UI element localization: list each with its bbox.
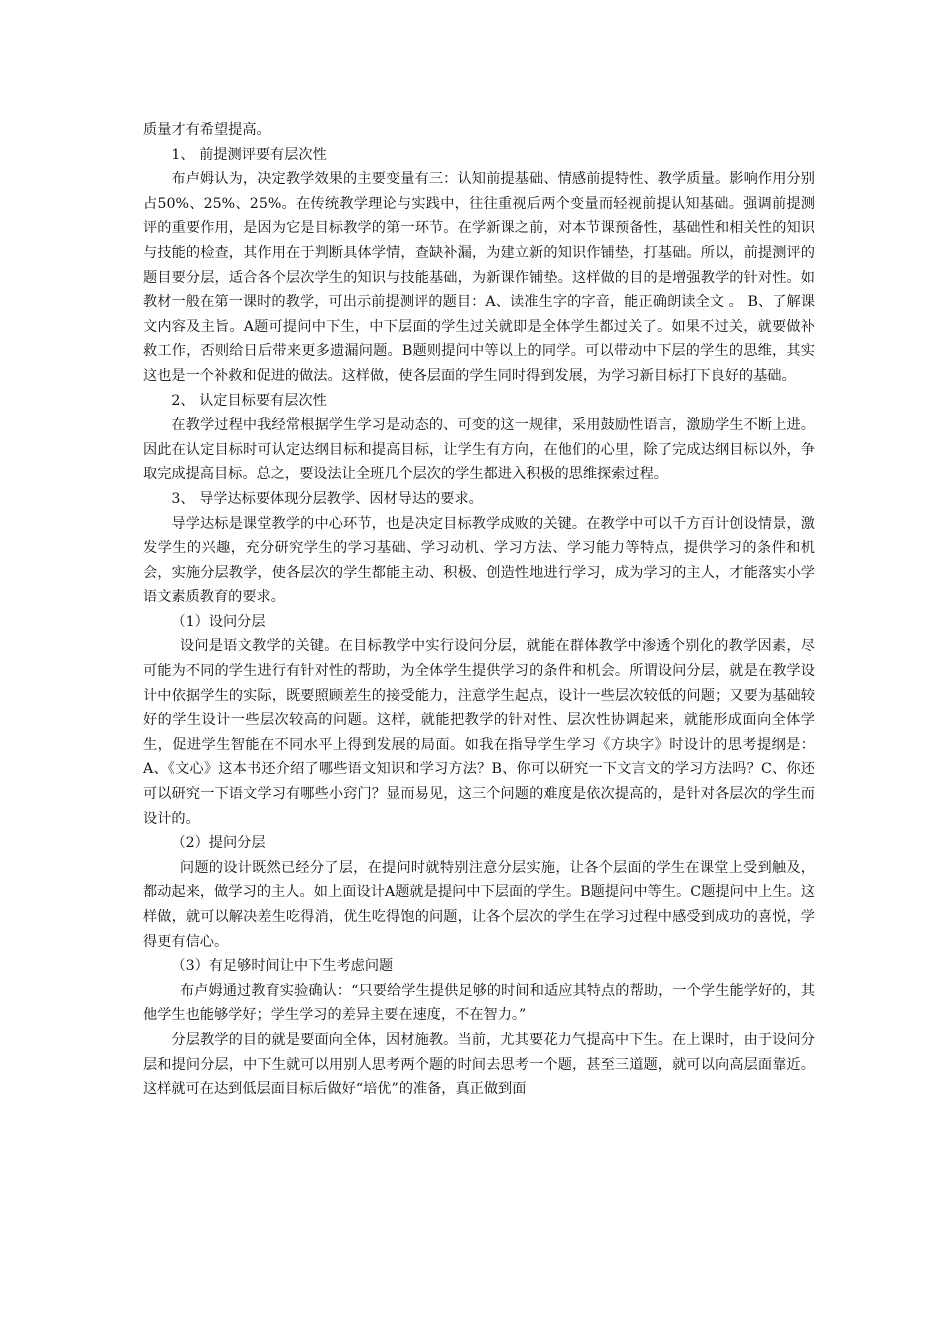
paragraph: 布卢姆通过教育实验确认：“只要给学生提供足够的时间和适应其特点的帮助，一个学生能学好的，其他学生也能够学好；学生学习的差异主要在速度，不在智力。” xyxy=(143,982,815,1024)
paragraph: 质量才有希望提高。 xyxy=(143,122,271,138)
section-heading: 3、 导学达标要体现分层教学、因材导达的要求。 xyxy=(171,490,483,507)
subsection-heading: （3）有足够时间让中下生考虑问题 xyxy=(171,958,394,975)
section-heading: 2、 认定目标要有层次性 xyxy=(171,392,327,409)
subsection-heading: （1）设问分层 xyxy=(171,613,266,630)
paragraph: 问题的设计既然已经分了层，在提问时就特别注意分层实施，让各个层面的学生在课堂上受到触及，都动起来，做学习的主人。如上面设计A题就是提问中下层面的学生。B题提问中等生。C题提问中上生。这样做，就可以解决差生吃得消，优生吃得饱的问题，让各个层次的学生在学习过程中感受到成功的喜悦，学得更有信心。 xyxy=(143,859,815,950)
paragraph: 布卢姆认为，决定教学效果的主要变量有三：认知前提基础、情感前提特性、教学质量。影响作用分别占50%、25%、25%。在传统教学理论与实践中，往往重视后两个变量而轻视前提认知基础。强调前提测评的重要作用，是因为它是目标教学的第一环节。在学新课之前，对本节课预备性，基础性和相关性的知识与技能的检查，其作用在于判断具体学情，查缺补漏，为建立新的知识作铺垫，打基础。所以，前提测评的题目要分层，适合各个层次学生的知识与技能基础，为新课作铺垫。这样做的目的是增强教学的针对性。如教材一般在第一课时的教学，可出示前提测评的题目：A、读准生字的字音，能正确朗读全文 。 B、了解课文内容及主旨。A题可提问中下生，中下层面的学生过关就即是全体学生都过关了。如果不过关，就要做补救工作，否则给日后带来更多遗漏问题。B题则提问中等以上的同学。可以带动中下层的学生的思维，其实这也是一个补救和促进的做法。这样做，使各层面的学生同时得到发展，为学习新目标打下良好的基础。 xyxy=(143,171,815,384)
paragraph: 在教学过程中我经常根据学生学习是动态的、可变的这一规律，采用鼓励性语言，激励学生不断上进。因此在认定目标时可认定达纲目标和提高目标，让学生有方向，在他们的心里，除了完成达纲目标以外，争取完成提高目标。总之，要设法让全班几个层次的学生都进入积极的思维探索过程。 xyxy=(143,417,815,483)
paragraph: 设问是语文教学的关键。在目标教学中实行设问分层，就能在群体教学中渗透个别化的教学因素，尽可能为不同的学生进行有针对性的帮助，为全体学生提供学习的条件和机会。所谓设问分层，就是在教学设计中依据学生的实际，既要照顾差生的接受能力，注意学生起点，设计一些层次较低的问题；又要为基础较好的学生设计一些层次较高的问题。这样，就能把教学的针对性、层次性协调起来，就能形成面向全体学生，促进学生智能在不同水平上得到发展的局面。如我在指导学生学习《方块字》时设计的思考提纲是：A、《文心》这本书还介绍了哪些语文知识和学习方法？B、你可以研究一下文言文的学习方法吗？C、你还可以研究一下语文学习有哪些小窍门？显而易见，这三个问题的难度是依次提高的，是针对各层次的学生而设计的。 xyxy=(143,638,815,827)
document-body xyxy=(143,118,815,1102)
section-heading: 1、 前提测评要有层次性 xyxy=(171,146,327,163)
subsection-heading: （2）提问分层 xyxy=(171,835,266,852)
paragraph: 分层教学的目的就是要面向全体，因材施教。当前，尤其要花力气提高中下生。在上课时，由于设问分层和提问分层，中下生就可以用别人思考两个题的时间去思考一个题，甚至三道题，就可以向高层面靠近。这样就可在达到低层面目标后做好“培优”的准备，真正做到面 xyxy=(143,1031,815,1098)
paragraph: 导学达标是课堂教学的中心环节，也是决定目标教学成败的关键。在教学中可以千方百计创设情景，激发学生的兴趣，充分研究学生的学习基础、学习动机、学习方法、学习能力等特点，提供学习的条件和机会，实施分层教学，使各层次的学生都能主动、积极、创造性地进行学习，成为学习的主人，才能落实小学语文素质教育的要求。 xyxy=(143,515,815,606)
